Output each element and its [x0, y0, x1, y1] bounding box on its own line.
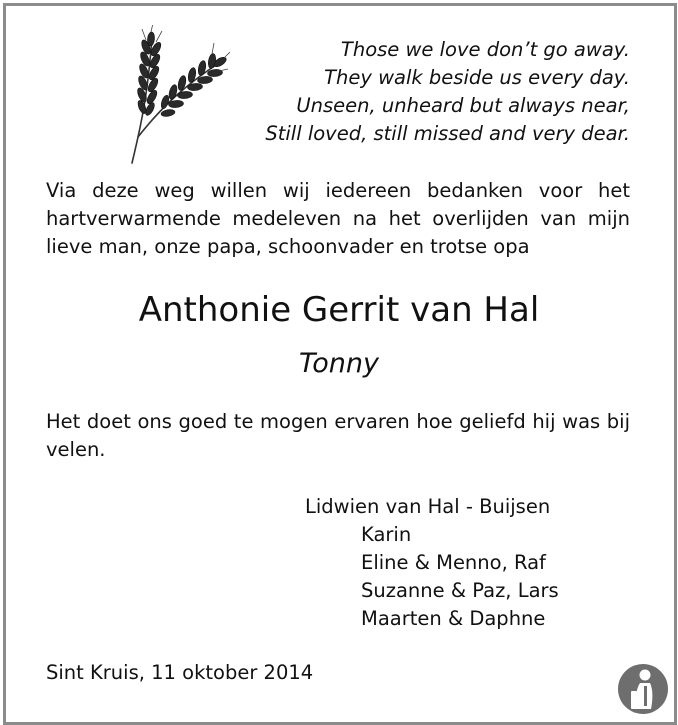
signatory-family-member: Maarten & Daphne [361, 607, 546, 630]
poem-line: They walk beside us every day. [324, 66, 630, 89]
poem-line: Those we love don’t go away. [340, 38, 630, 61]
memorial-figure-logo-icon [617, 663, 669, 715]
poem-line: Unseen, unheard but always near, [296, 94, 630, 117]
place-date: Sint Kruis, 11 oktober 2014 [46, 661, 314, 684]
memorial-poem [265, 36, 630, 148]
signatory-family-member: Karin [361, 523, 412, 546]
poem-line: Still loved, still missed and very dear. [265, 122, 630, 145]
deceased-nickname: Tonny [299, 348, 379, 379]
signatory-primary: Lidwien van Hal - Buijsen [305, 495, 551, 518]
signatory-family-member: Eline & Menno, Raf [361, 551, 546, 574]
closing-paragraph: Het doet ons goed te mogen ervaren hoe geliefd hij was bij velen. [46, 410, 630, 461]
signatory-family-list [361, 521, 559, 633]
signatory-family-member: Suzanne & Paz, Lars [361, 579, 559, 602]
wheat-icon [118, 25, 230, 167]
thanks-paragraph: Via deze weg willen wij iedereen bedanken voor het hartverwarmende medeleven na het overlijden van mijn lieve man, onze papa, schoonvader en trotse opa [46, 179, 630, 258]
deceased-full-name: Anthonie Gerrit van Hal [138, 290, 540, 330]
